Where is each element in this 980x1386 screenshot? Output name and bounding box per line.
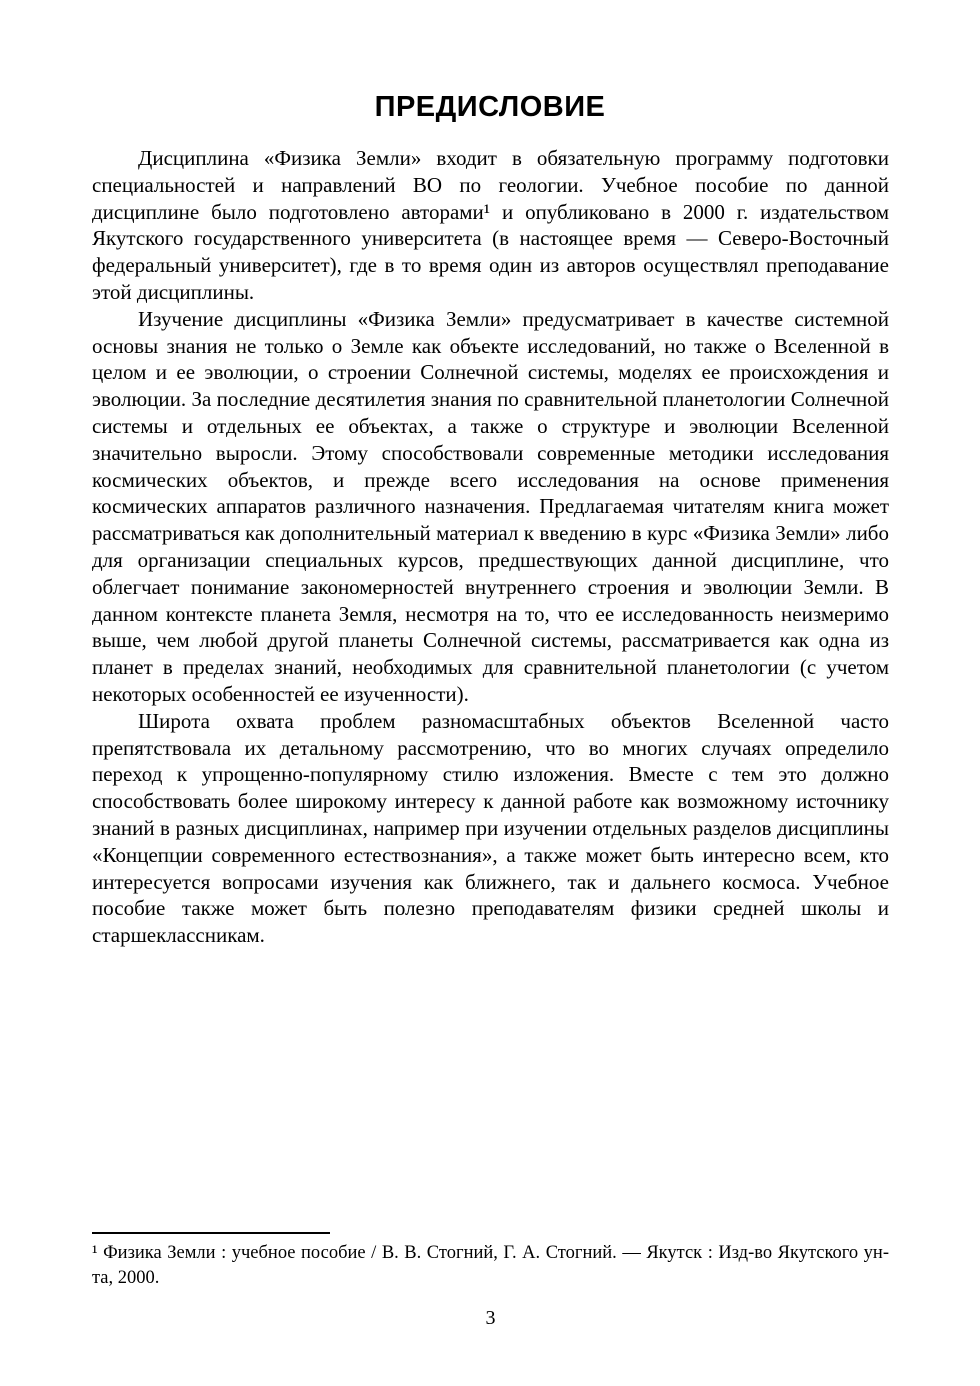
footnote: ¹ Физика Земли : учебное пособие / В. В. Стогний, Г. А. Стогний. — Якутск : Изд-во Якутского ун-та, 2000.	[92, 1243, 889, 1288]
body-text	[0, 145, 980, 949]
paragraph-3: Широта охвата проблем разномасштабных объектов Вселенной часто препятствовала их детальному рассмотрению, что во многих случаях определило переход к упрощенно-популярному стилю изложения. Вместе с тем это должно способствовать более широкому интересу к данной работе как возможному источнику знаний в разных дисциплинах, например при изучении отдельных разделов дисциплины «Концепции современного естествознания», а также может быть интересно всем, кто интересуется вопросами изучения как ближнего, так и дальнего космоса. Учебное пособие также может быть полезно преподавателям физики средней школы и старшеклассникам.	[92, 708, 889, 948]
page-footer	[92, 1232, 889, 1330]
paragraph-2: Изучение дисциплины «Физика Земли» предусматривает в качестве системной основы знания не только о Земле как объекте исследований, но также о Вселенной в целом и ее эволюции, о строении Солнечной системы, моделях ее происхождения и эволюции. За последние десятилетия знания по сравнительной планетологии Солнечной системы и отдельных ее объектах, а также о структуре и эволюции Вселенной значительно выросли. Этому способствовали современные методики исследования космических объектов, и прежде всего исследования на основе применения космических аппаратов различного назначения. Предлагаемая читателям книга может рассматриваться как дополнительный материал к введению в курс «Физика Земли» либо для организации специальных курсов, предшествующих данной дисциплине, что облегчает понимание закономерностей внутреннего строения и эволюции Земли. В данном контексте планета Земля, несмотря на то, что ее исследованность неизмеримо выше, чем любой другой планеты Солнечной системы, рассматривается как одна из планет в пределах знаний, необходимых для сравнительной планетологии (с учетом некоторых особенностей ее изученности).	[92, 306, 889, 706]
page-title: ПРЕДИСЛОВИЕ	[374, 91, 606, 123]
page-number: 3	[485, 1307, 496, 1329]
footnote-separator	[92, 1232, 330, 1234]
paragraph-1: Дисциплина «Физика Земли» входит в обязательную программу подготовки специальностей и направлений ВО по геологии. Учебное пособие по данной дисциплине было подготовлено авторами¹ и опубликовано в 2000 г. издательством Якутского государственного университета (в настоящее время — Северо-Восточный федеральный университет), где в то время один из авторов осуществлял преподавание этой дисциплины.	[92, 146, 889, 304]
